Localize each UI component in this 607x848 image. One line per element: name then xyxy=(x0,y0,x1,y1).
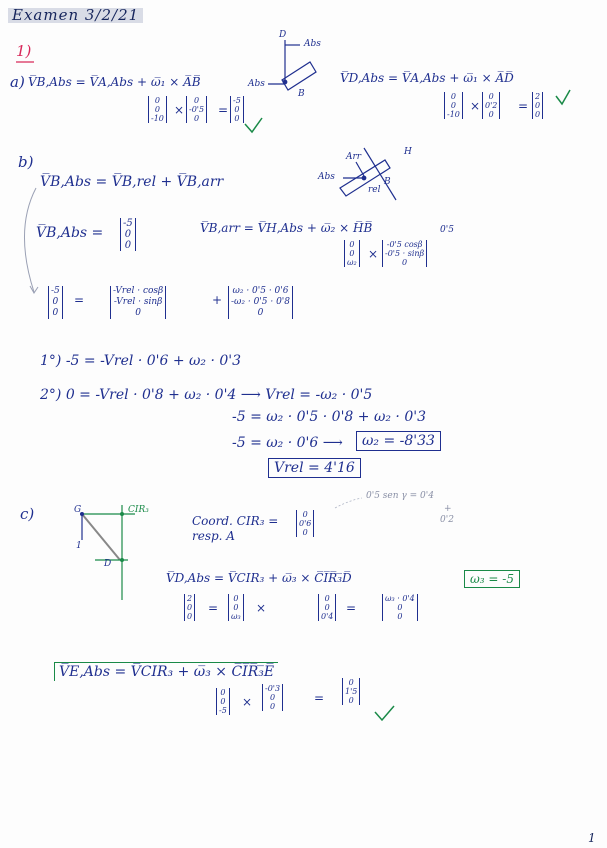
matrix-a-d3: 2 0 0 xyxy=(532,92,543,119)
part-c-coord2: resp. A xyxy=(192,529,235,543)
part-c-label: c) xyxy=(20,505,35,523)
fig-b-label-b: B xyxy=(384,177,391,187)
part-a-eq-d: V̅D,Abs = V̅A,Abs + ω̅₁ × A̅D̅ xyxy=(340,71,514,85)
part-a-label: a) xyxy=(10,73,25,91)
part-c-eq-ve: V̅E,Abs = V̅CIR₃ + ω̅₃ × C̅I̅R̅₃̅E̅ xyxy=(54,662,278,681)
fig-b-label-arr: Arr xyxy=(346,152,362,162)
note-05: 0'5 xyxy=(440,225,454,235)
cross-sign: × xyxy=(256,601,267,615)
equals-sign: = xyxy=(314,691,325,705)
page-number: 1 xyxy=(588,831,596,845)
matrix-rel: -Vrel · cosβ -Vrel · sinβ 0 xyxy=(110,286,166,319)
matrix-a-b2: 0 -0'5 0 xyxy=(186,96,207,123)
result-w2: ω₂ = -8'33 xyxy=(356,431,441,451)
note-sin: 0'5 sen γ = 0'4 xyxy=(366,491,434,501)
fig-c-label-g: G xyxy=(74,505,82,515)
result-w3: ω₃ = -5 xyxy=(464,570,520,588)
matrix-a-d2: 0 0'2 0 xyxy=(482,92,500,119)
matrix-vd-lhs: 2 0 0 xyxy=(184,594,195,621)
part-c-coord: Coord. CIR₃ = xyxy=(192,514,279,528)
matrix-lhs: -5 0 0 xyxy=(48,286,63,319)
matrix-cir: 0 0'6 0 xyxy=(296,510,314,537)
matrix-a-b1: 0 0 -10 xyxy=(148,96,167,123)
part-b-eq3: V̅B,arr = V̅H,Abs + ω̅₂ × H̅B̅ xyxy=(200,221,373,235)
equals-sign: = xyxy=(208,601,219,615)
part-b-label: b) xyxy=(18,153,34,171)
fig-a-label-abs2: Abs xyxy=(248,79,265,89)
matrix-cire: -0'3 0 0 xyxy=(262,684,283,711)
part-b-eq2: V̅B,Abs = xyxy=(36,225,104,241)
matrix-w3: 0 0 ω₃ xyxy=(228,594,244,621)
note-plus: + xyxy=(444,504,452,514)
equals-sign: = xyxy=(346,601,357,615)
equals-sign: = xyxy=(218,103,229,117)
part-b-line3: -5 = ω₂ · 0'5 · 0'8 + ω₂ · 0'3 xyxy=(232,409,426,425)
plus-sign: + xyxy=(212,293,223,307)
matrix-cird: 0 0 0'4 xyxy=(318,594,336,621)
fig-a-label-d: D xyxy=(279,30,287,40)
part-c-eq-vd: V̅D,Abs = V̅CIR₃ + ω̅₃ × C̅I̅R̅₃̅D̅ xyxy=(166,571,352,585)
problem-label: 1) xyxy=(16,42,32,60)
matrix-a-b3: -5 0 0 xyxy=(230,96,244,123)
cross-sign: × xyxy=(368,247,379,261)
equals-sign: = xyxy=(518,99,529,113)
matrix-w2: 0 0 ω₂ xyxy=(344,240,360,267)
matrix-vd-res: ω₃ · 0'4 0 0 xyxy=(382,594,418,621)
matrix-ve: 0 1'5 0 xyxy=(342,678,360,705)
fig-c-label-cir: CIR₃ xyxy=(128,505,149,515)
fig-c-label-d: D xyxy=(104,559,112,569)
matrix-arr: ω₂ · 0'5 · 0'6 -ω₂ · 0'5 · 0'8 0 xyxy=(228,286,293,319)
note-02: 0'2 xyxy=(440,515,454,525)
part-a-eq-b: V̅B,Abs = V̅A,Abs + ω̅₁ × A̅B̅ xyxy=(28,75,201,89)
result-vrel: Vrel = 4'16 xyxy=(268,458,361,478)
equals-sign: = xyxy=(74,293,85,307)
cross-sign: × xyxy=(470,99,481,113)
fig-c-label-one: 1 xyxy=(76,541,82,551)
fig-b-label-h: H xyxy=(404,147,412,157)
part-b-line2: 2°) 0 = -Vrel · 0'8 + ω₂ · 0'4 ⟶ Vrel = -ω₂ · 0'5 xyxy=(40,387,373,403)
matrix-hb: -0'5 cosβ -0'5 · sinβ 0 xyxy=(382,240,427,267)
cross-sign: × xyxy=(174,103,185,117)
part-b-line4: -5 = ω₂ · 0'6 ⟶ xyxy=(232,435,343,451)
matrix-w3b: 0 0 -5 xyxy=(216,688,230,715)
fig-b-label-abs: Abs xyxy=(318,172,335,182)
figure-c xyxy=(80,505,135,600)
fig-a-label-abs1: Abs xyxy=(304,39,321,49)
fig-b-label-rel: rel xyxy=(368,185,381,195)
page-title: Examen 3/2/21 xyxy=(8,8,143,23)
part-b-eq1: V̅B,Abs = V̅B,rel + V̅B,arr xyxy=(40,174,224,190)
matrix-vb-abs: -5 0 0 xyxy=(120,218,136,251)
matrix-a-d1: 0 0 -10 xyxy=(444,92,463,119)
fig-a-label-b: B xyxy=(298,89,305,99)
cross-sign: × xyxy=(242,695,253,709)
part-b-line1: 1°) -5 = -Vrel · 0'6 + ω₂ · 0'3 xyxy=(40,353,242,369)
